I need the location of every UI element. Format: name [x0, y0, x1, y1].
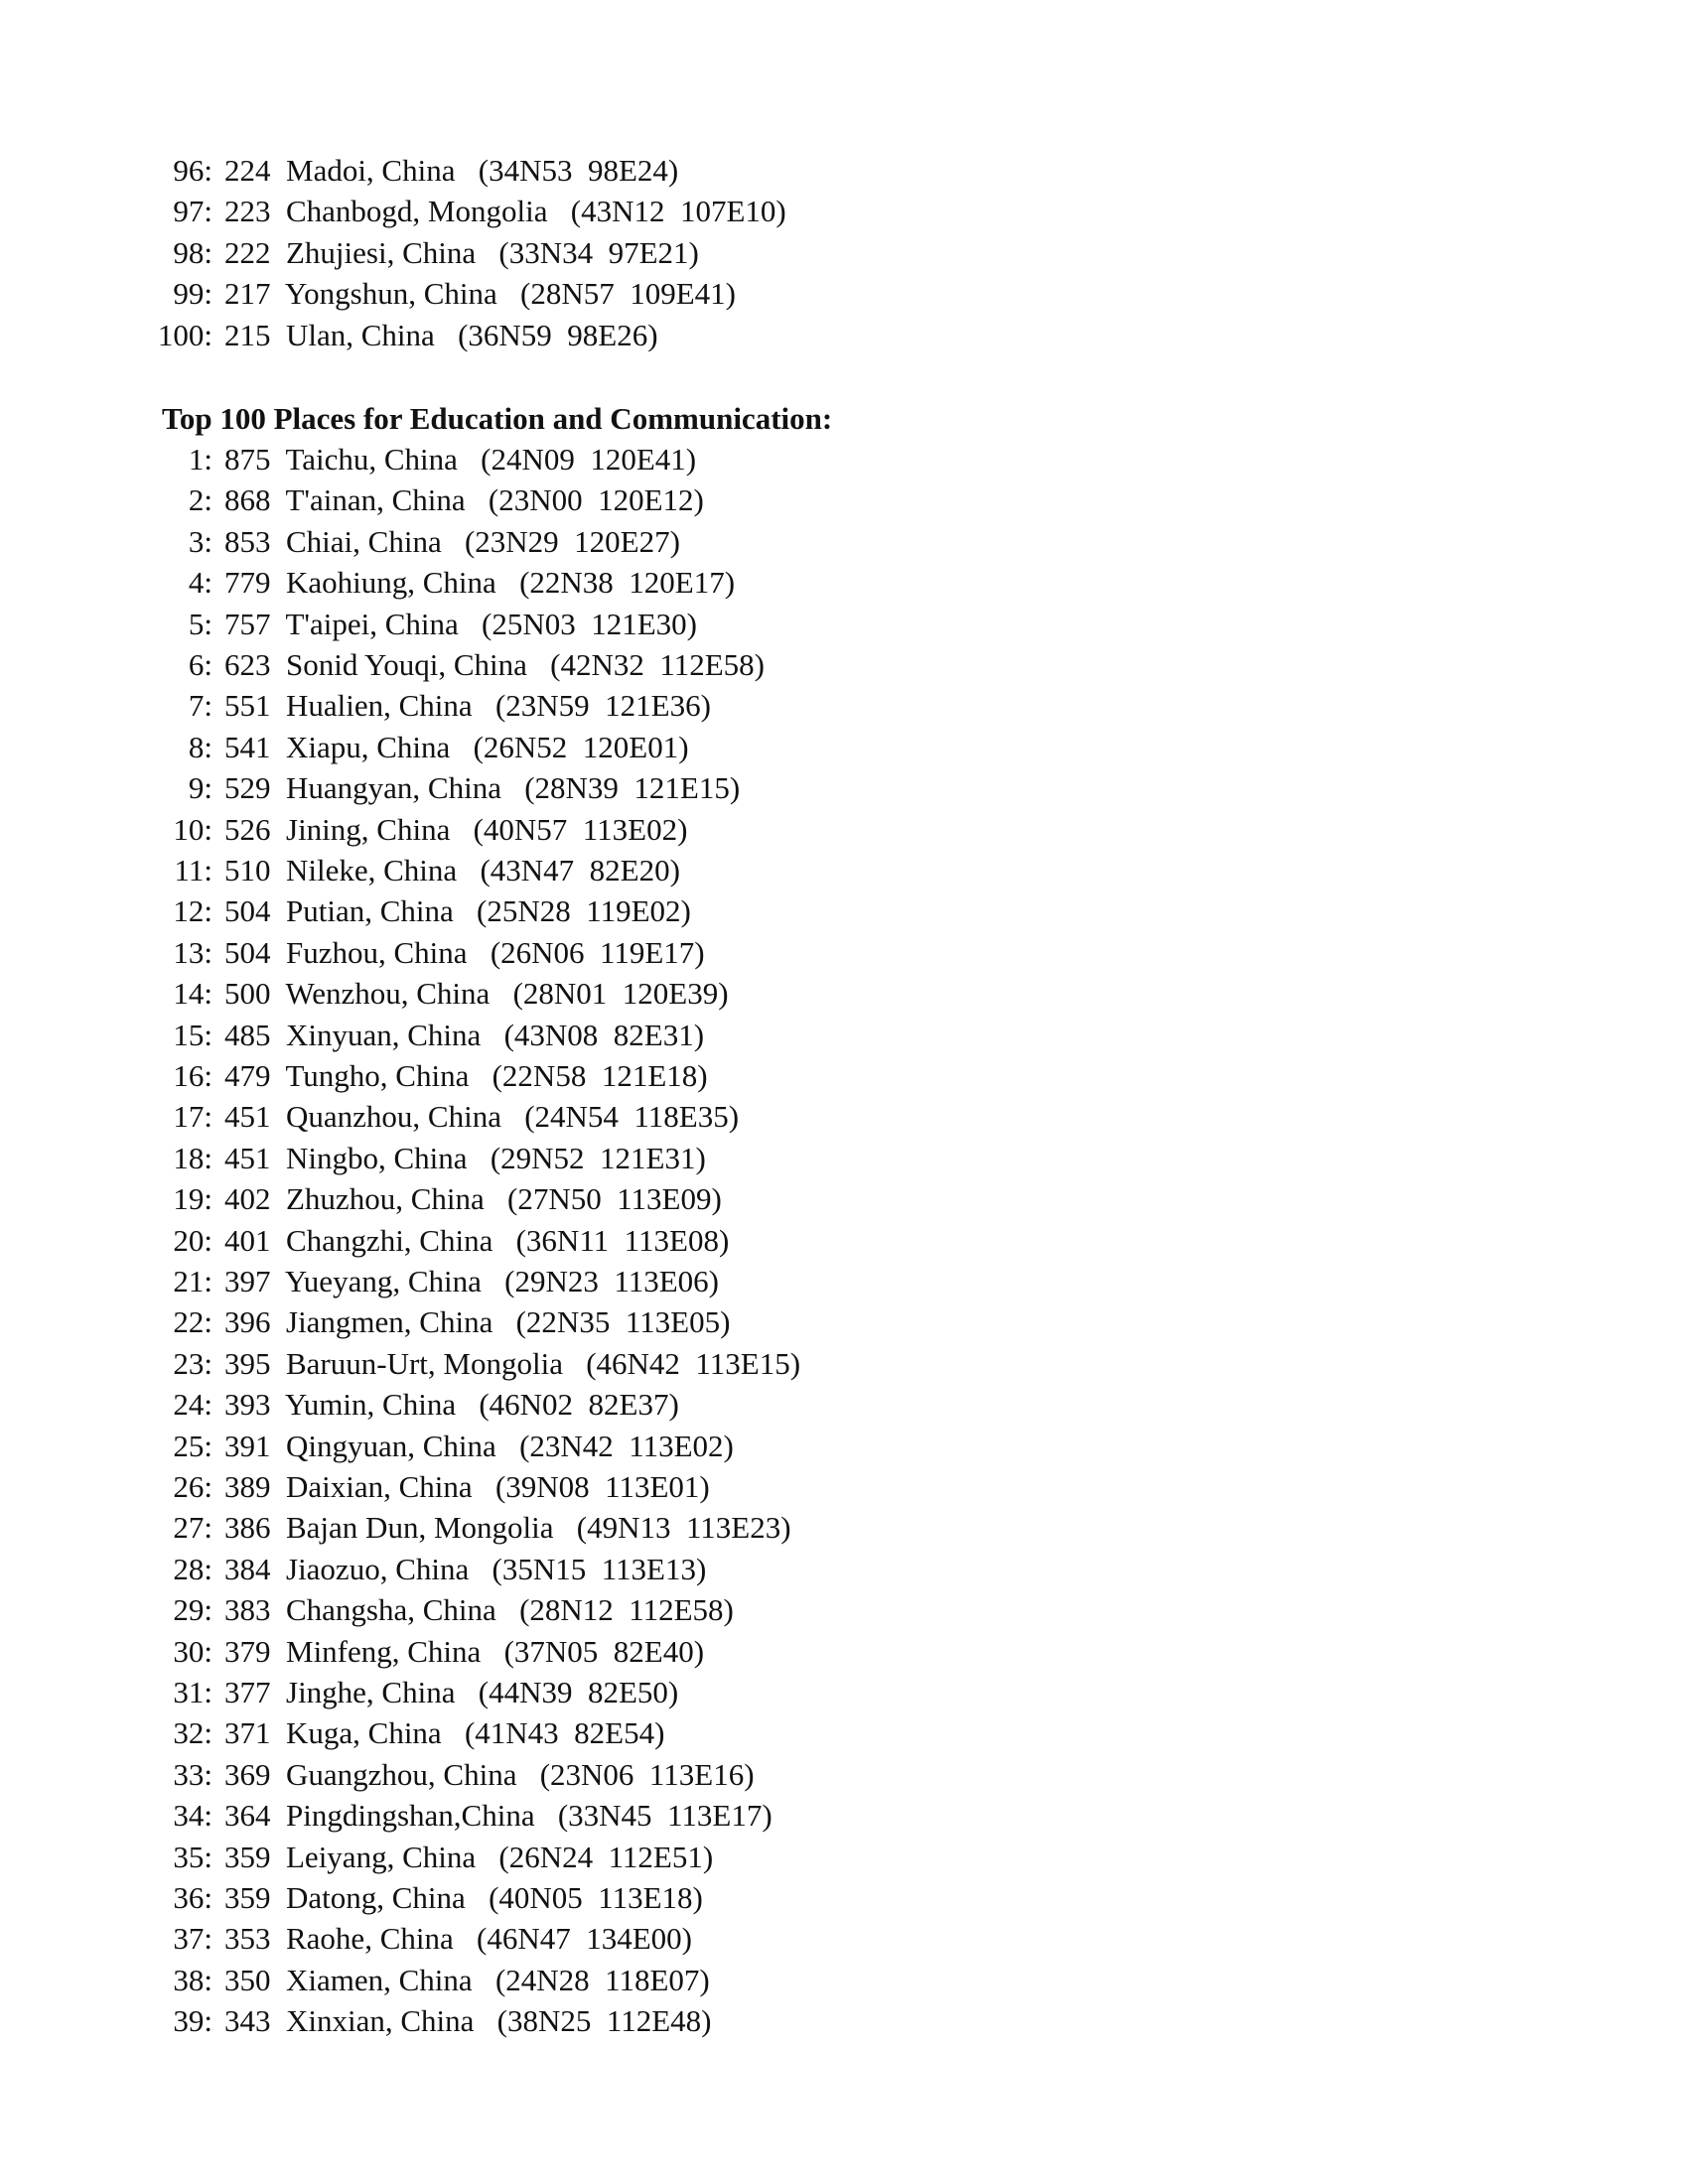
score: 364 — [224, 1798, 271, 1834]
rank-number: 5: — [188, 606, 212, 641]
coordinates: (27N50 113E09) — [507, 1181, 722, 1217]
rank-number: 3: — [188, 523, 212, 559]
place-name: Zhuzhou, China — [286, 1181, 485, 1217]
place-name: Huangyan, China — [286, 770, 501, 806]
coordinates: (28N39 121E15) — [524, 770, 741, 806]
rank-number: 7: — [188, 688, 212, 724]
place-name: Kaohiung, China — [286, 565, 496, 601]
entry-text — [224, 2001, 712, 2041]
score: 485 — [224, 1017, 271, 1052]
score: 224 — [224, 153, 271, 188]
entry-text — [224, 1755, 755, 1795]
score: 875 — [224, 442, 271, 477]
place-name: Jining, China — [286, 811, 451, 847]
coordinates: (23N29 120E27) — [464, 523, 680, 559]
place-name: Xiamen, China — [286, 1962, 473, 1997]
entry-text — [224, 233, 699, 273]
score: 353 — [224, 1921, 271, 1957]
coordinates: (36N59 98E26) — [458, 317, 658, 352]
rank-number: 35: — [173, 1839, 212, 1874]
rank-number: 29: — [173, 1592, 212, 1628]
rank-number: 2: — [188, 482, 212, 518]
coordinates: (22N35 113E05) — [515, 1304, 731, 1340]
place-name: Yumin, China — [284, 1387, 457, 1423]
entry-text — [224, 151, 678, 191]
score: 397 — [224, 1264, 271, 1298]
rank-number: 15: — [173, 1017, 212, 1052]
place-name: Chiai, China — [286, 523, 442, 559]
coordinates: (40N57 113E02) — [473, 811, 688, 847]
coordinates: (33N34 97E21) — [498, 234, 699, 270]
score: 359 — [224, 1839, 271, 1874]
place-name: Raohe, China — [286, 1921, 454, 1957]
coordinates: (41N43 82E54) — [464, 1715, 665, 1751]
entry-text — [224, 645, 765, 685]
rank-number: 1: — [188, 442, 212, 477]
score: 389 — [224, 1469, 271, 1504]
section-heading: Top 100 Places for Education and Communication: — [162, 401, 833, 436]
place-name: Xiapu, China — [286, 729, 451, 764]
entry-text — [224, 1344, 800, 1384]
coordinates: (24N54 118E35) — [524, 1099, 740, 1135]
entry-text — [224, 1838, 713, 1877]
rank-number: 23: — [173, 1345, 212, 1381]
rank-number: 39: — [173, 2003, 212, 2039]
coordinates: (26N24 112E51) — [498, 1839, 714, 1874]
entry-text — [224, 1179, 722, 1219]
entry-text — [224, 192, 786, 231]
rank-number: 34: — [173, 1798, 212, 1834]
rank-number: 17: — [173, 1099, 212, 1135]
coordinates: (28N01 120E39) — [512, 976, 729, 1012]
entry-text — [224, 1056, 708, 1096]
place-name: Jinghe, China — [286, 1675, 456, 1709]
entry-text — [224, 1139, 706, 1178]
rank-number: 27: — [173, 1510, 212, 1546]
coordinates: (34N53 98E24) — [478, 153, 679, 188]
entry-text — [224, 851, 680, 890]
coordinates: (46N42 113E15) — [586, 1345, 801, 1381]
rank-number: 24: — [173, 1387, 212, 1423]
rank-number: 10: — [173, 811, 212, 847]
place-name: Jiaozuo, China — [286, 1551, 470, 1586]
place-name: Guangzhou, China — [286, 1756, 517, 1792]
score: 386 — [224, 1510, 271, 1546]
place-name: T'ainan, China — [285, 482, 466, 518]
coordinates: (24N28 118E07) — [494, 1962, 710, 1997]
coordinates: (26N06 119E17) — [490, 934, 705, 970]
score: 504 — [224, 934, 271, 970]
place-name: Tungho, China — [285, 1058, 470, 1093]
rank-number: 22: — [173, 1304, 212, 1340]
place-name: Kuga, China — [286, 1715, 442, 1751]
place-name: Xinyuan, China — [286, 1017, 482, 1052]
rank-number: 20: — [173, 1222, 212, 1258]
score: 479 — [224, 1058, 271, 1093]
coordinates: (49N13 113E23) — [576, 1510, 791, 1546]
coordinates: (35N15 113E13) — [492, 1551, 707, 1586]
entry-text — [224, 440, 696, 479]
coordinates: (33N45 113E17) — [557, 1798, 773, 1834]
place-name: Nileke, China — [286, 853, 458, 887]
rank-number: 21: — [173, 1264, 212, 1298]
score: 401 — [224, 1222, 271, 1258]
score: 510 — [224, 853, 271, 887]
score: 359 — [224, 1880, 271, 1915]
rank-number: 28: — [173, 1551, 212, 1586]
score: 779 — [224, 565, 271, 601]
entry-text — [224, 316, 658, 355]
score: 402 — [224, 1181, 271, 1217]
entry-text — [224, 1878, 703, 1918]
rank-number: 8: — [188, 729, 212, 764]
score: 529 — [224, 770, 271, 806]
score: 377 — [224, 1675, 271, 1709]
rank-number: 100: — [157, 317, 212, 352]
rank-number: 25: — [173, 1428, 212, 1463]
rank-number: 13: — [173, 934, 212, 970]
place-name: Putian, China — [286, 893, 454, 929]
entry-text — [224, 1550, 706, 1589]
score: 500 — [224, 976, 271, 1012]
rank-number: 6: — [188, 647, 212, 682]
rank-number: 9: — [188, 770, 212, 806]
place-name: Bajan Dun, Mongolia — [286, 1510, 554, 1546]
entry-text — [224, 1919, 692, 1959]
place-name: Ulan, China — [286, 317, 435, 352]
coordinates: (23N59 121E36) — [494, 688, 711, 724]
coordinates: (44N39 82E50) — [478, 1675, 679, 1709]
score: 383 — [224, 1592, 271, 1628]
score: 371 — [224, 1715, 271, 1751]
entry-text — [224, 810, 687, 850]
entry-text — [224, 563, 735, 603]
entry-text — [224, 1713, 664, 1753]
entry-text — [224, 1796, 773, 1836]
coordinates: (29N52 121E31) — [490, 1140, 706, 1175]
score: 379 — [224, 1633, 271, 1669]
entry-text — [224, 728, 689, 767]
rank-number: 37: — [173, 1921, 212, 1957]
score: 369 — [224, 1756, 271, 1792]
place-name: Madoi, China — [286, 153, 456, 188]
rank-number: 12: — [173, 893, 212, 929]
entry-text — [224, 522, 680, 562]
place-name: Chanbogd, Mongolia — [286, 194, 548, 229]
score: 504 — [224, 893, 271, 929]
entry-text — [224, 1427, 734, 1466]
entry-text — [224, 1961, 710, 2000]
entry-text — [224, 605, 697, 644]
rank-number: 18: — [173, 1140, 212, 1175]
place-name: Quanzhou, China — [286, 1099, 501, 1135]
coordinates: (43N08 82E31) — [503, 1017, 705, 1052]
score: 223 — [224, 194, 271, 229]
coordinates: (23N06 113E16) — [539, 1756, 755, 1792]
rank-number: 99: — [173, 276, 212, 312]
entry-text — [224, 1467, 710, 1507]
score: 551 — [224, 688, 271, 724]
score: 396 — [224, 1304, 271, 1340]
coordinates: (28N12 112E58) — [519, 1592, 734, 1628]
score: 868 — [224, 482, 271, 518]
entry-text — [224, 1016, 704, 1055]
place-name: Zhujiesi, China — [286, 234, 477, 270]
place-name: Changzhi, China — [286, 1222, 493, 1258]
place-name: Pingdingshan,China — [286, 1798, 535, 1834]
rank-number: 33: — [173, 1756, 212, 1792]
rank-number: 30: — [173, 1633, 212, 1669]
rank-number: 4: — [188, 565, 212, 601]
entry-text — [224, 1673, 678, 1712]
place-name: Taichu, China — [285, 442, 458, 477]
score: 217 — [224, 276, 271, 312]
entry-text — [224, 1097, 739, 1137]
entry-text — [224, 933, 705, 973]
place-name: Jiangmen, China — [286, 1304, 493, 1340]
score: 391 — [224, 1428, 271, 1463]
score: 395 — [224, 1345, 271, 1381]
entry-text — [224, 1221, 729, 1261]
place-name: Daixian, China — [286, 1469, 473, 1504]
rank-number: 38: — [173, 1962, 212, 1997]
coordinates: (26N52 120E01) — [473, 729, 689, 764]
place-name: Hualien, China — [286, 688, 473, 724]
place-name: Minfeng, China — [286, 1633, 482, 1669]
score: 757 — [224, 606, 271, 641]
coordinates: (46N02 82E37) — [479, 1387, 679, 1423]
coordinates: (24N09 120E41) — [481, 442, 697, 477]
place-name: Baruun-Urt, Mongolia — [286, 1345, 563, 1381]
coordinates: (42N32 112E58) — [550, 647, 765, 682]
entry-text — [224, 686, 711, 726]
rank-number: 97: — [173, 194, 212, 229]
rank-number: 26: — [173, 1469, 212, 1504]
coordinates: (28N57 109E41) — [520, 276, 736, 312]
entry-text — [224, 1632, 704, 1672]
coordinates: (29N23 113E06) — [504, 1264, 719, 1298]
coordinates: (39N08 113E01) — [494, 1469, 710, 1504]
entry-text — [224, 974, 729, 1014]
entry-text — [224, 1385, 679, 1425]
score: 215 — [224, 317, 271, 352]
coordinates: (38N25 112E48) — [496, 2003, 712, 2039]
coordinates: (40N05 113E18) — [489, 1880, 703, 1915]
coordinates: (46N47 134E00) — [477, 1921, 692, 1957]
entry-text — [224, 1302, 730, 1342]
rank-number: 96: — [173, 153, 212, 188]
entry-text — [224, 274, 736, 314]
coordinates: (23N00 120E12) — [488, 482, 704, 518]
score: 222 — [224, 234, 271, 270]
coordinates: (22N58 121E18) — [492, 1058, 708, 1093]
place-name: Qingyuan, China — [286, 1428, 496, 1463]
rank-number: 31: — [173, 1675, 212, 1709]
entry-text — [224, 480, 704, 520]
score: 853 — [224, 523, 271, 559]
score: 541 — [224, 729, 271, 764]
place-name: Xinxian, China — [286, 2003, 475, 2039]
score: 350 — [224, 1962, 271, 1997]
place-name: Fuzhou, China — [286, 934, 468, 970]
entry-text — [224, 1590, 734, 1630]
rank-number: 11: — [174, 853, 212, 887]
entry-text — [224, 891, 691, 931]
coordinates: (22N38 120E17) — [519, 565, 736, 601]
entry-text — [224, 1262, 719, 1301]
place-name: Wenzhou, China — [285, 976, 491, 1012]
score: 451 — [224, 1140, 271, 1175]
entry-text — [224, 1508, 791, 1548]
rank-number: 16: — [173, 1058, 212, 1093]
place-name: Changsha, China — [286, 1592, 496, 1628]
place-name: Ningbo, China — [286, 1140, 468, 1175]
rank-number: 98: — [173, 234, 212, 270]
score: 343 — [224, 2003, 271, 2039]
place-name: Yueyang, China — [284, 1264, 482, 1298]
rank-number: 32: — [173, 1715, 212, 1751]
coordinates: (23N42 113E02) — [519, 1428, 734, 1463]
coordinates: (37N05 82E40) — [503, 1633, 705, 1669]
rank-number: 19: — [173, 1181, 212, 1217]
coordinates: (25N03 121E30) — [482, 606, 698, 641]
place-name: T'aipei, China — [285, 606, 459, 641]
place-name: Datong, China — [286, 1880, 466, 1915]
place-name: Leiyang, China — [286, 1839, 477, 1874]
coordinates: (43N47 82E20) — [480, 853, 680, 887]
coordinates: (25N28 119E02) — [477, 893, 691, 929]
place-name: Sonid Youqi, China — [286, 647, 527, 682]
place-name: Yongshun, China — [284, 276, 497, 312]
rank-number: 14: — [173, 976, 212, 1012]
score: 526 — [224, 811, 271, 847]
score: 451 — [224, 1099, 271, 1135]
score: 384 — [224, 1551, 271, 1586]
score: 393 — [224, 1387, 271, 1423]
score: 623 — [224, 647, 271, 682]
coordinates: (36N11 113E08) — [515, 1222, 730, 1258]
coordinates: (43N12 107E10) — [570, 194, 786, 229]
entry-text — [224, 768, 740, 808]
rank-number: 36: — [173, 1880, 212, 1915]
